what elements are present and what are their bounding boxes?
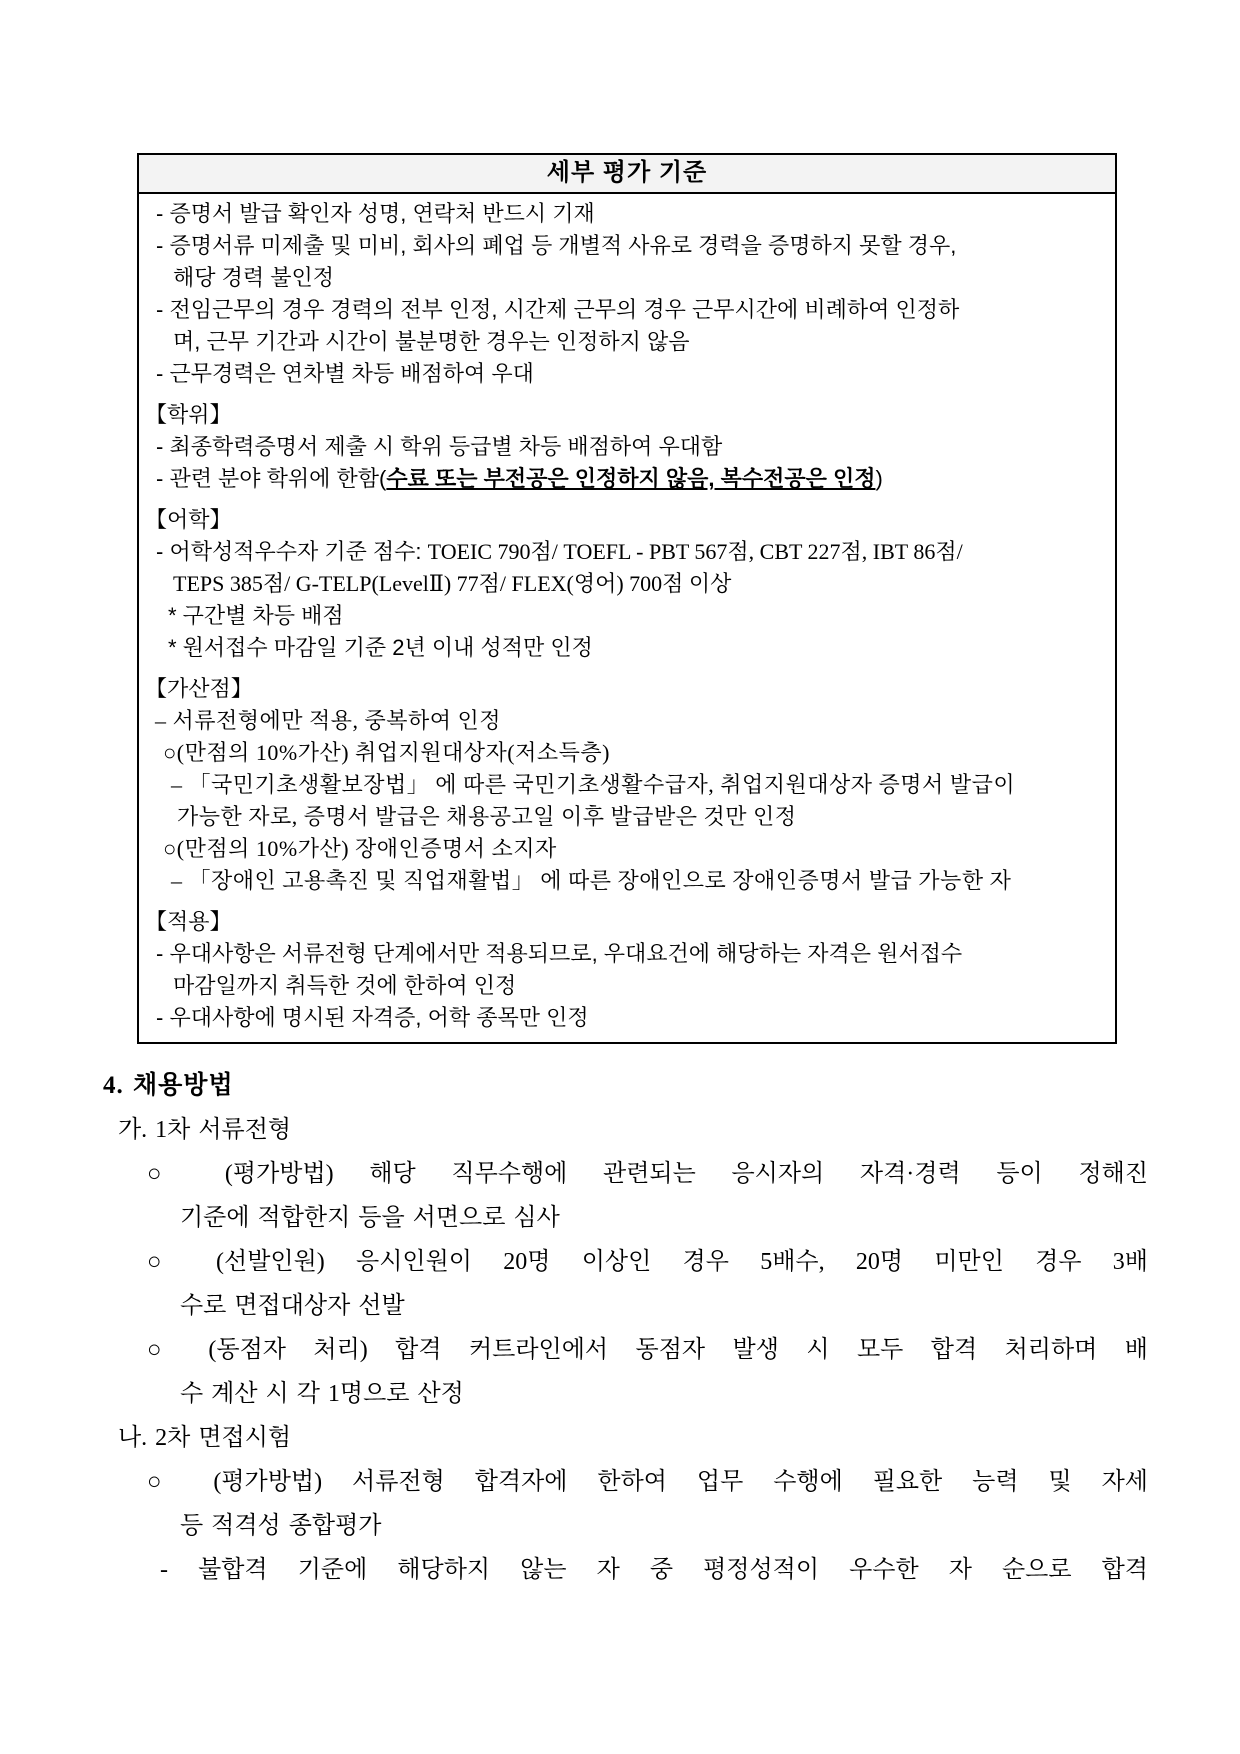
language-line1-scores: TOEIC 790점/ TOEFL - PBT 567점, CBT 227점, IBT 86점/ [427, 539, 963, 564]
table-line-bonus-2-sub-cont: 가능한 자로, 증명서 발급은 채용공고일 이후 발급받은 것만 인정 [177, 804, 797, 829]
bullet-tie-handling-line-1: ○ (동점자 처리) 합격 커트라인에서 동점자 발생 시 모두 합격 처리하며 배 [147, 1337, 1148, 1363]
degree-line2-emphasis: 수료 또는 부전공은 인정하지 않음, 복수전공은 인정 [386, 466, 876, 491]
section-4-title: 4. 채용방법 [103, 1072, 234, 1099]
table-line-career-2-cont: 해당 경력 불인정 [173, 265, 334, 290]
bullet-interview-eval-line-2: 등 적격성 종합평가 [180, 1513, 382, 1539]
subsection-ga-title: 가. 1차 서류전형 [118, 1117, 292, 1143]
bullet-selection-count-line-2: 수로 면접대상자 선발 [180, 1293, 405, 1319]
table-line-language-1 [143, 536, 1107, 568]
table-line-bonus-1: – 서류전형에만 적용, 중복하여 인정 [155, 708, 502, 733]
section-header-language: 【어학】 [145, 507, 232, 532]
bullet-selection-count-line-1: ○ (선발인원) 응시인원이 20명 이상인 경우 5배수, 20명 미만인 경우 3배 [147, 1249, 1148, 1275]
criteria-table-header: 세부 평가 기준 [139, 155, 1115, 194]
bullet-interview-eval-line-1: ○ (평가방법) 서류전형 합격자에 한하여 업무 수행에 필요한 능력 및 자세 [147, 1469, 1148, 1495]
language-line2-scores: TEPS 385점/ G-TELP(LevelⅡ) 77점/ FLEX(영어) 700점 이상 [173, 571, 732, 596]
bullet-eval-method-line-1: ○ (평가방법) 해당 직무수행에 관련되는 응시자의 자격·경력 등이 정해진 [147, 1161, 1148, 1187]
section-header-bonus: 【가산점】 [145, 676, 253, 701]
table-line-application-1: - 우대사항은 서류전형 단계에서만 적용되므로, 우대요건에 해당하는 자격은 원서접수 [156, 941, 963, 966]
table-line-bonus-2: ○(만점의 10%가산) 취업지원대상자(저소득층) [163, 740, 610, 765]
table-line-bonus-3: ○(만점의 10%가산) 장애인증명서 소지자 [163, 836, 557, 861]
table-line-career-3: - 전임근무의 경우 경력의 전부 인정, 시간제 근무의 경우 근무시간에 비례하여 인정하 [156, 297, 960, 322]
criteria-table-body [139, 194, 1115, 1042]
table-line-bonus-3-sub: – 「장애인 고용촉진 및 직업재활법」 에 따른 장애인으로 장애인증명서 발급 가능한 자 [171, 868, 1012, 893]
criteria-table [137, 153, 1117, 1044]
table-line-language-1-cont [143, 568, 1107, 600]
table-line-career-1: - 증명서 발급 확인자 성명, 연락처 반드시 기재 [156, 201, 595, 226]
table-line-application-1-cont: 마감일까지 취득한 것에 한하여 인정 [173, 973, 517, 998]
table-line-bonus-2-sub: – 「국민기초생활보장법」 에 따른 국민기초생활수급자, 취업지원대상자 증명서 발급이 [171, 772, 1016, 797]
subsection-na-title: 나. 2차 면접시험 [118, 1425, 292, 1451]
section-header-application: 【적용】 [145, 909, 232, 934]
language-line1-label: - 어학성적우수자 기준 점수: [156, 539, 428, 564]
degree-line2-pre: - 관련 분야 학위에 한함( [156, 466, 387, 491]
table-line-language-note-1: * 구간별 차등 배점 [168, 603, 344, 628]
bullet-tie-handling-line-2: 수 계산 시 각 1명으로 산정 [180, 1381, 464, 1407]
table-line-degree-1: - 최종학력증명서 제출 시 학위 등급별 차등 배점하여 우대함 [156, 434, 723, 459]
degree-line2-post: ) [875, 466, 883, 491]
section-4-recruitment-method [103, 1064, 1148, 1592]
table-line-career-2: - 증명서류 미제출 및 미비, 회사의 폐업 등 개별적 사유로 경력을 증명하지 못할 경우, [156, 233, 957, 258]
table-line-application-2: - 우대사항에 명시된 자격증, 어학 종목만 인정 [156, 1005, 589, 1030]
table-line-degree-2 [143, 463, 1107, 495]
section-header-degree: 【학위】 [145, 402, 232, 427]
dash-pass-criteria-line: - 불합격 기준에 해당하지 않는 자 중 평정성적이 우수한 자 순으로 합격 [160, 1557, 1148, 1583]
table-line-career-4: - 근무경력은 연차별 차등 배점하여 우대 [156, 361, 534, 386]
table-line-career-3-cont: 며, 근무 기간과 시간이 불분명한 경우는 인정하지 않음 [173, 329, 690, 354]
bullet-eval-method-line-2: 기준에 적합한지 등을 서면으로 심사 [180, 1205, 560, 1231]
table-line-language-note-2: * 원서접수 마감일 기준 2년 이내 성적만 인정 [168, 635, 593, 660]
